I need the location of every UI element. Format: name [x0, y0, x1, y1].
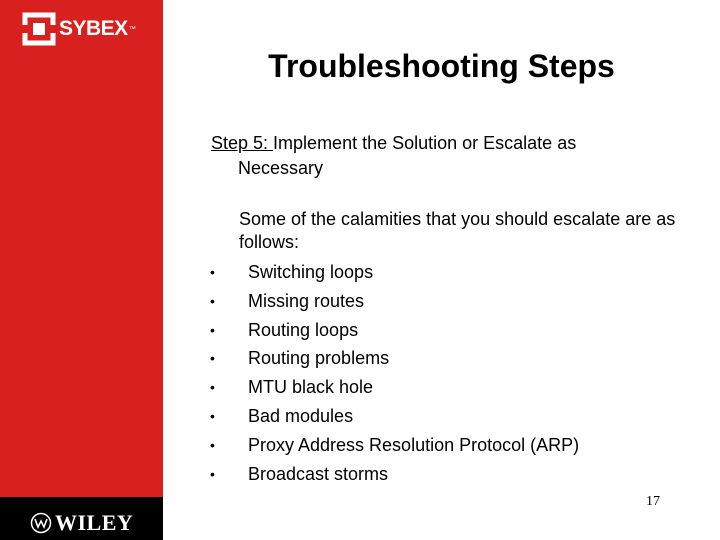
bullet-text: Broadcast storms: [248, 463, 389, 484]
bullet-text: Proxy Address Resolution Protocol (ARP): [248, 434, 580, 455]
list-item: [207, 260, 579, 289]
step-text-line1: Implement the Solution or Escalate as: [273, 133, 577, 153]
page-number: 17: [646, 494, 660, 509]
bullet-text: Missing routes: [248, 290, 365, 311]
list-item: [207, 318, 579, 347]
bullet-icon: •: [210, 465, 215, 482]
sybex-logo-icon: [22, 12, 56, 46]
sidebar: [0, 0, 163, 540]
bullet-text: Switching loops: [248, 262, 374, 282]
sybex-logo: SYBEX ™: [22, 12, 136, 46]
bullet-text: Bad modules: [248, 405, 354, 426]
list-item: [207, 462, 579, 491]
bullet-text: MTU black hole: [248, 377, 374, 398]
wiley-wordmark: WILEY: [55, 510, 134, 535]
list-item: [207, 346, 579, 375]
step-heading: [211, 131, 691, 181]
bullet-icon: •: [210, 292, 215, 309]
wiley-seal-icon: [30, 512, 52, 534]
list-item: [207, 433, 579, 462]
bullet-text: Routing problems: [248, 348, 390, 369]
bullet-list: [207, 260, 579, 490]
slide-title: Troubleshooting Steps: [268, 48, 615, 84]
intro-text: Some of the calamities that you should escalate are as follows:: [239, 209, 676, 252]
wiley-logo: [30, 510, 133, 536]
bullet-icon: •: [210, 350, 215, 367]
bullet-icon: •: [210, 264, 215, 280]
bullet-icon: •: [210, 436, 215, 453]
bullet-icon: •: [210, 321, 215, 338]
list-item: [207, 289, 579, 318]
sybex-wordmark: SYBEX: [59, 17, 128, 40]
bullet-icon: •: [210, 379, 215, 396]
bullet-text: Routing loops: [248, 319, 359, 340]
step-text-line2: Necessary: [238, 158, 324, 178]
step-label: Step 5:: [211, 133, 274, 153]
bullet-icon: •: [210, 407, 215, 424]
list-item: [207, 404, 579, 433]
list-item: [207, 375, 579, 404]
